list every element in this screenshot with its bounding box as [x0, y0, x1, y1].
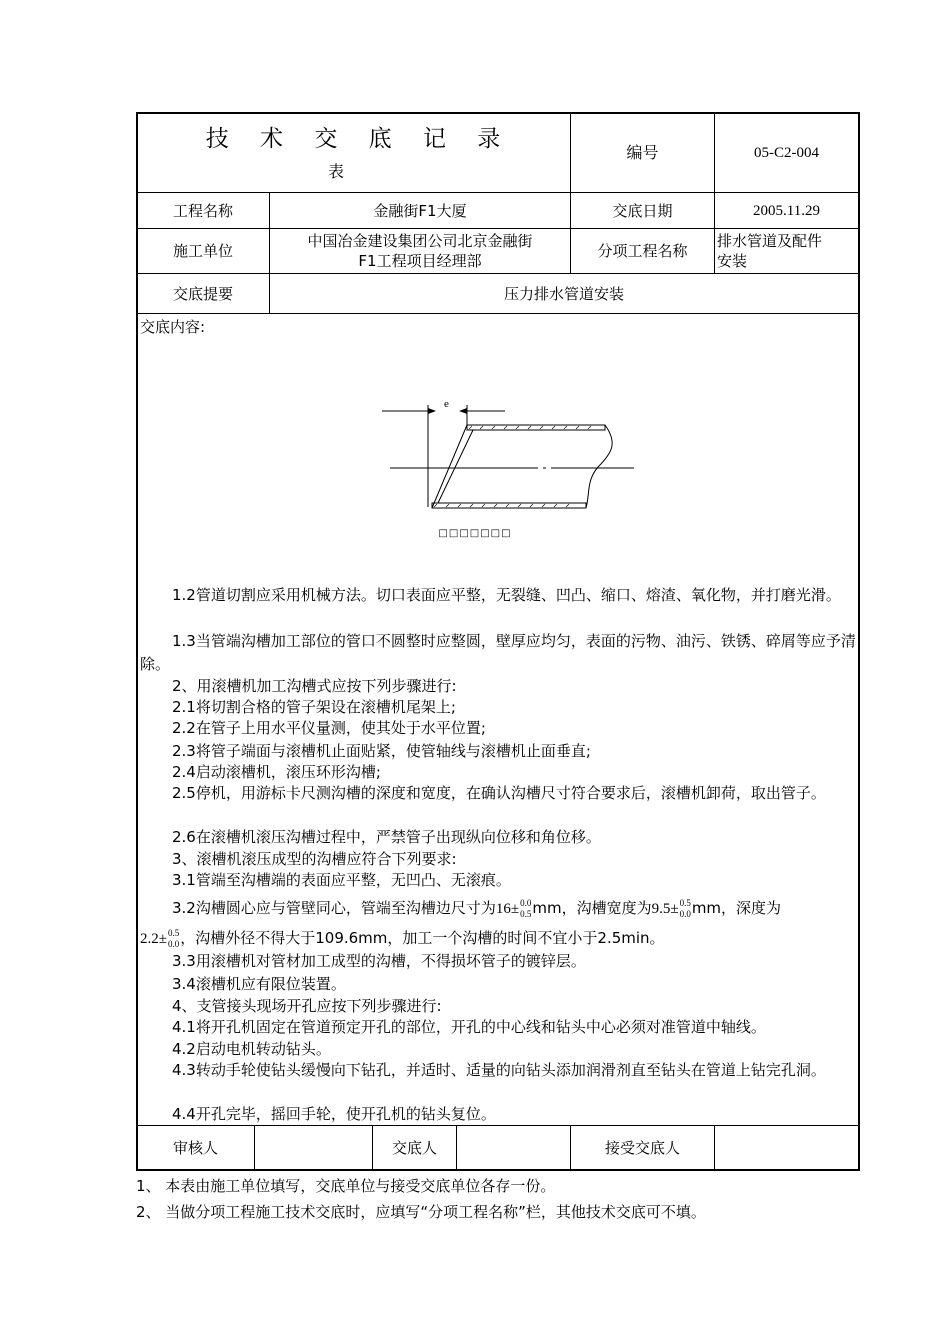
- reviewer-field[interactable]: [255, 1126, 372, 1170]
- form-title-suffix: 表: [327, 162, 344, 181]
- groove-edge-dimension: 16±: [495, 901, 520, 917]
- text-line: 3.3用滚槽机对管材加工成型的沟槽，不得损坏管子的镀锌层。: [172, 952, 586, 970]
- date-value: 2005.11.29: [753, 202, 820, 219]
- tolerance-upper: 0.5: [167, 927, 180, 938]
- tolerance: [168, 928, 179, 950]
- text-line-3-2-cont: [140, 924, 856, 953]
- tolerance-upper: 0.0: [520, 897, 532, 908]
- subproject-value-line2: 安装: [717, 252, 748, 270]
- tolerance-upper: 0.5: [679, 897, 691, 908]
- subproject-value: [717, 229, 858, 273]
- text-line: 3、滚槽机滚压成型的沟槽应符合下列要求:: [172, 850, 457, 868]
- summary-value: 压力排水管道安装: [503, 284, 624, 303]
- receiver-label: 接受交底人: [604, 1139, 680, 1157]
- text-line: 2.2在管子上用水平仪量测，使其处于水平位置;: [172, 719, 486, 737]
- dim-label-e: e: [444, 398, 449, 410]
- text-segment: mm，沟槽宽度为: [532, 899, 652, 917]
- reviewer-label: 审核人: [172, 1139, 218, 1157]
- tolerance-lower: 0.5: [520, 908, 532, 919]
- subproject-value-line1: 排水管道及配件: [717, 232, 823, 250]
- text-line: 2.3将管子端面与滚槽机止面贴紧，使管轴线与滚槽机止面垂直;: [172, 742, 591, 760]
- text-line: 2.1将切割合格的管子架设在滚槽机尾架上;: [172, 698, 456, 716]
- text-line: 3.4滚槽机应有限位装置。: [172, 975, 346, 993]
- contractor-value-line1: 中国冶金建设集团公司北京金融街: [307, 232, 533, 250]
- form-title: 技 术 交 底 记 录: [205, 126, 513, 152]
- text-segment: mm，深度为: [691, 899, 782, 917]
- text-line: 4、支管接头现场开孔应按下列步骤进行:: [172, 997, 442, 1015]
- row-divider: [136, 313, 860, 314]
- text-line: 2.5停机，用游标卡尺测沟槽的深度和宽度，在确认沟槽尺寸符合要求后，滚槽机卸荷，取出管子。: [172, 784, 826, 802]
- text-line: 2、用滚槽机加工沟槽式应按下列步骤进行:: [172, 677, 457, 695]
- contractor-value-line2: F1工程项目经理部: [358, 252, 482, 270]
- groove-width: 9.5±: [651, 901, 679, 917]
- summary-label: 交底提要: [172, 284, 233, 303]
- pipe-groove-figure: [380, 395, 640, 547]
- text-line: 4.3转动手轮使钻头缓慢向下钻孔，并适时、适量的向钻头添加润滑剂直至钻头在管道上钻完孔洞。: [172, 1061, 826, 1079]
- project-name-value: 金融街F1大厦: [373, 201, 467, 220]
- text-segment: ，沟槽外径不得大于109.6mm，加工一个沟槽的时间不宜小于2.5min。: [180, 929, 665, 947]
- groove-depth: 2.2±: [140, 931, 167, 947]
- text-line: 2.4启动滚槽机，滚压环形沟槽;: [172, 763, 381, 781]
- discloser-field[interactable]: [457, 1126, 570, 1170]
- text-line: 1.3当管端沟槽加工部位的管口不圆整时应整圆，壁厚应均匀，表面的污物、油污、铁锈、碎屑等应予清除。: [140, 632, 856, 673]
- tolerance-lower: 0.0: [679, 908, 691, 919]
- receiver-field[interactable]: [715, 1126, 858, 1170]
- subproject-label: 分项工程名称: [597, 242, 688, 260]
- text-line-3-2: [140, 893, 856, 924]
- figure-caption: □□□□□□□: [438, 528, 512, 539]
- text-line: 2.6在滚槽机滚压沟槽过程中，严禁管子出现纵向位移和角位移。: [172, 828, 601, 846]
- text-segment: 3.2沟槽圆心应与管壁同心，管端至沟槽边尺寸为: [172, 899, 496, 917]
- text-line: 3.1管端至沟槽端的表面应平整，无凹凸、无滚痕。: [172, 871, 511, 889]
- tolerance-lower: 0.0: [167, 938, 180, 949]
- text-line: 4.1将开孔机固定在管道预定开孔的部位，开孔的中心线和钻头中心必须对准管道中轴线。: [172, 1018, 766, 1036]
- text-line: 4.2启动电机转动钻头。: [172, 1040, 331, 1058]
- contractor-value: [270, 229, 570, 273]
- project-name-label: 工程名称: [172, 201, 233, 220]
- tolerance: [680, 898, 691, 920]
- number-value: 05-C2-004: [754, 144, 819, 161]
- content-heading: 交底内容:: [140, 318, 206, 336]
- note-2: 2、 当做分项工程施工技术交底时，应填写“分项工程名称”栏，其他技术交底可不填。: [136, 1203, 706, 1221]
- note-1: 1、 本表由施工单位填写，交底单位与接受交底单位各存一份。: [136, 1177, 556, 1195]
- discloser-label: 交底人: [391, 1139, 437, 1157]
- tolerance: [520, 898, 531, 920]
- contractor-label: 施工单位: [172, 242, 233, 260]
- text-line: 1.2管道切割应采用机械方法。切口表面应平整，无裂缝、凹凸、缩口、熔渣、氧化物，并打磨光滑。: [172, 586, 841, 604]
- date-label: 交底日期: [612, 201, 673, 220]
- text-line: 4.4开孔完毕，摇回手轮，使开孔机的钻头复位。: [172, 1105, 496, 1123]
- number-label: 编号: [626, 142, 659, 162]
